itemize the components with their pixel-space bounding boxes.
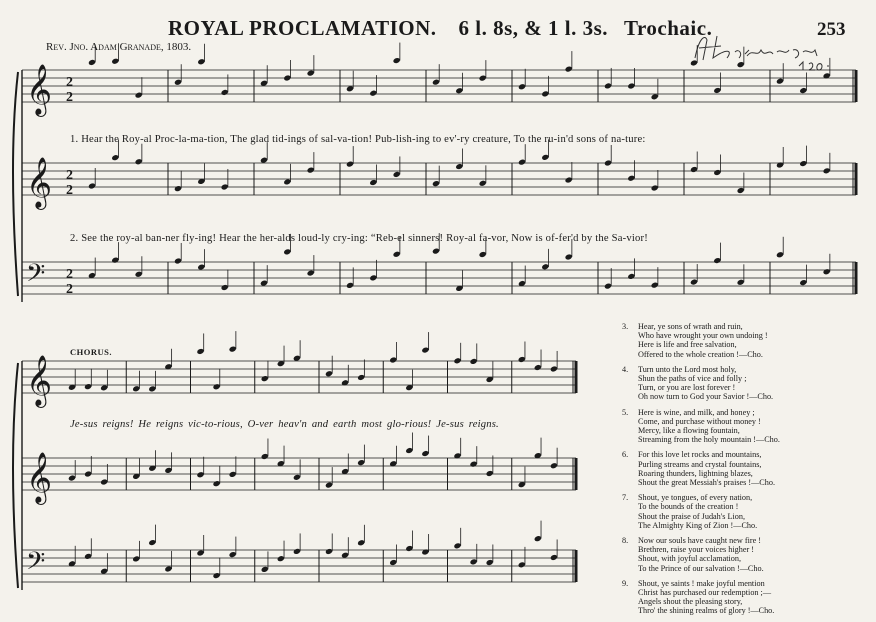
verse-7 bbox=[622, 493, 872, 530]
chorus-label: CHORUS. bbox=[70, 347, 112, 357]
verse-line: Turn, or you are lost forever ! bbox=[638, 383, 736, 393]
verse-number: 3. bbox=[622, 322, 629, 331]
meter-text: 6 l. 8s, & 1 l. 3s. bbox=[458, 16, 609, 40]
verse-line: Here is life and free salvation, bbox=[638, 340, 737, 350]
verse-number: 6. bbox=[622, 450, 629, 460]
clef-1-1: 𝄞 bbox=[26, 157, 53, 208]
verse-line: To the Prince of our salvation !—Cho. bbox=[638, 563, 764, 573]
verse-5 bbox=[622, 408, 872, 445]
verse-line: Come, and purchase without money ! bbox=[638, 416, 761, 426]
verse-lines bbox=[638, 322, 768, 359]
style-text: Trochaic. bbox=[624, 16, 713, 40]
verse-line: Shout, ye tongues, of every nation, bbox=[638, 493, 753, 503]
verse-line: Who have wrought your own undoing ! bbox=[638, 331, 768, 341]
clef-1-2: 𝄢 bbox=[26, 259, 46, 294]
clef-2-1: 𝄞 bbox=[26, 452, 53, 503]
verse-line: The Almighty King of Zion !—Cho. bbox=[638, 520, 758, 530]
system-2-brace bbox=[13, 363, 18, 588]
verse-line: Shout, ye saints ! make joyful mention bbox=[638, 578, 765, 588]
verse-8 bbox=[622, 536, 872, 573]
verse-line: Thro' the shining realms of glory !—Cho. bbox=[638, 606, 775, 616]
verse-number: 9. bbox=[622, 578, 629, 588]
verse-line: Angels shout the pleasing story, bbox=[638, 597, 743, 607]
system-1-brace bbox=[13, 72, 18, 296]
time-signature-1-2: 2 bbox=[66, 282, 73, 297]
time-signature-1-0: 2 bbox=[66, 90, 73, 105]
title-text: ROYAL PROCLAMATION. bbox=[168, 16, 437, 40]
clef-2-2: 𝄢 bbox=[26, 547, 46, 582]
verse-6 bbox=[622, 450, 872, 487]
verse-lines bbox=[638, 365, 773, 402]
page-number: 253 bbox=[817, 19, 846, 40]
verse-lines bbox=[638, 493, 757, 530]
chorus-lyric: Je-sus reigns! He reigns vic-to-rious, O-ver heav'n and earth most glo-rious! Je-sus reigns. bbox=[70, 419, 499, 430]
verse-lines bbox=[638, 536, 764, 573]
verse-number: 5. bbox=[622, 407, 629, 417]
verse-number: 4. bbox=[622, 364, 629, 374]
verse-line: Streaming from the holy mountain !—Cho. bbox=[638, 435, 780, 445]
verse-number: 7. bbox=[622, 493, 629, 503]
verse-lines bbox=[638, 579, 774, 616]
time-signature-1-1: 2 bbox=[66, 183, 73, 198]
verse-3 bbox=[622, 322, 872, 359]
additional-verses bbox=[622, 322, 872, 622]
verse-line: Now our souls have caught new fire ! bbox=[638, 536, 762, 546]
verse-line: Shout the praise of Judah's Lion, bbox=[638, 511, 745, 521]
verse-line: Roaring thunders, lightning blazes, bbox=[638, 468, 753, 478]
verse-line: Oh now turn to God your Savior !—Cho. bbox=[638, 392, 774, 402]
verse-line: Shout the great Messiah's praises !—Cho. bbox=[638, 478, 776, 488]
verse-line: Purling streams and crystal fountains, bbox=[638, 459, 762, 469]
verse-2-lyric: 2. See the roy-al ban-ner fly-ing! Hear the her-alds loud-ly cry-ing: “Reb-el sinners! Roy-al fa-vor, Now is of-fer'd by the Sa-vior! bbox=[70, 233, 648, 244]
verse-line: Brethren, raise your voices higher ! bbox=[638, 545, 754, 555]
time-signature-1-1: 2 bbox=[66, 168, 73, 183]
verse-line: Hear, ye sons of wrath and ruin, bbox=[638, 322, 743, 331]
verse-1-lyric: 1. Hear the Roy-al Proc-la-ma-tion, The glad tid-ings of sal-va-tion! Pub-lish-ing to ev'-ry creature, To the ru-in'd sons of na-ture: bbox=[70, 134, 646, 145]
verse-9 bbox=[622, 579, 872, 616]
author-credit: Rev. Jno. Adam Granade, 1803. bbox=[46, 41, 192, 53]
verse-line: Turn unto the Lord most holy, bbox=[638, 364, 737, 374]
verse-line: Shun the paths of vice and folly ; bbox=[638, 374, 747, 384]
time-signature-1-2: 2 bbox=[66, 267, 73, 282]
verse-lines bbox=[638, 450, 775, 487]
verse-4 bbox=[622, 365, 872, 402]
verse-line: To the bounds of the creation ! bbox=[638, 502, 739, 512]
verse-line: Here is wine, and milk, and honey ; bbox=[638, 407, 755, 417]
verse-line: Mercy, like a flowing fountain, bbox=[638, 426, 740, 436]
verse-lines bbox=[638, 408, 780, 445]
clef-2-0: 𝄞 bbox=[26, 355, 53, 406]
verse-line: Christ has purchased our redemption ;— bbox=[638, 588, 772, 598]
verse-line: Shout, with joyful acclamation, bbox=[638, 554, 742, 564]
verse-line: Offered to the whole creation !—Cho. bbox=[638, 349, 763, 359]
clef-1-0: 𝄞 bbox=[26, 64, 53, 115]
verse-number: 8. bbox=[622, 536, 629, 546]
verse-line: For this love let rocks and mountains, bbox=[638, 450, 762, 460]
time-signature-1-0: 2 bbox=[66, 75, 73, 90]
